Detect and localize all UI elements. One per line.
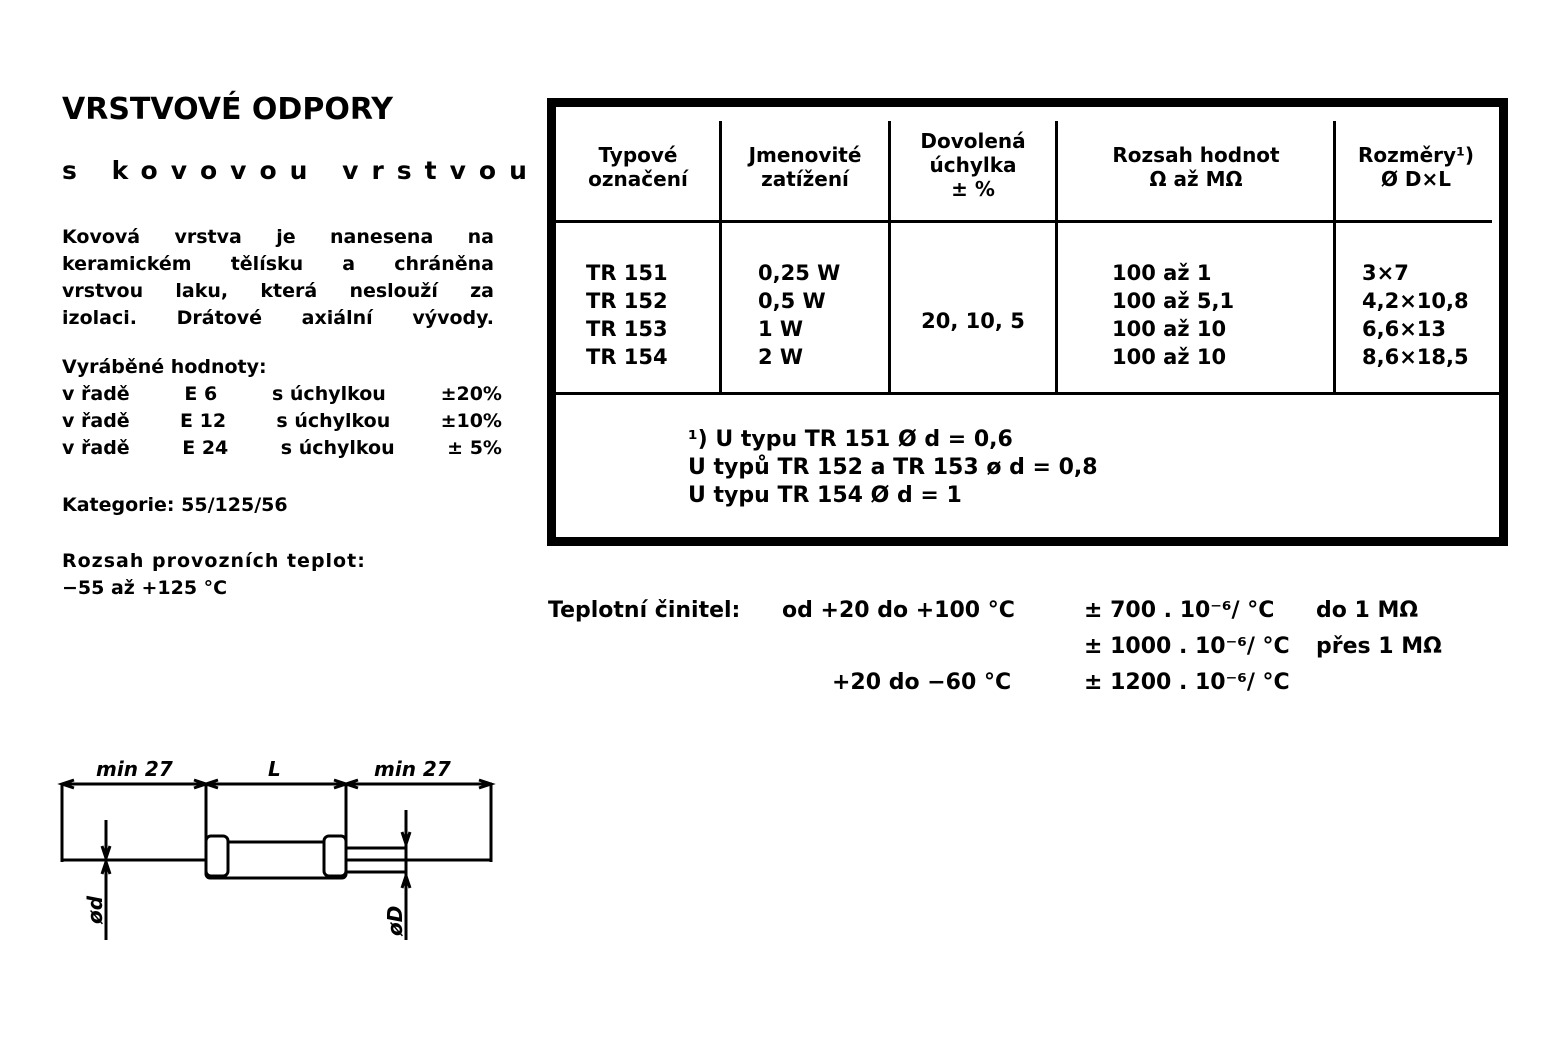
table-cell: 3×7 (1362, 261, 1409, 285)
column-divider (1055, 121, 1058, 393)
series-name: E 24 (182, 437, 229, 459)
temp-range-label: Rozsah provozních teplot: (62, 550, 366, 572)
description-line: Kovová vrstva je nanesena na (62, 226, 494, 248)
table-cell: 100 až 1 (1112, 261, 1212, 285)
table-cell: 100 až 10 (1112, 345, 1227, 369)
series-tolerance: ±20% (440, 383, 502, 405)
produced-values (62, 354, 502, 462)
series-suffix: s úchylkou (280, 437, 395, 459)
end-cap (324, 836, 346, 876)
description-line: vrstvou laku, která neslouží za (62, 280, 494, 302)
tolerance-cell: 20, 10, 5 (921, 309, 1025, 333)
description-line: izolaci. Drátové axiální vývody. (62, 307, 494, 329)
table-cell: 100 až 10 (1112, 317, 1227, 341)
series-suffix: s úchylkou (276, 410, 391, 432)
table-cell: TR 152 (586, 289, 668, 313)
header-divider (556, 220, 1492, 223)
series-tolerance: ± 5% (447, 437, 502, 459)
series-suffix: s úchylkou (271, 383, 386, 405)
label-body-diameter: øD (383, 905, 407, 936)
label-min-right: min 27 (374, 757, 451, 781)
series-name: E 6 (184, 383, 218, 405)
label-length: L (268, 757, 281, 781)
header-type: Typové označení (588, 143, 688, 191)
footnote-line: ¹) U typu TR 151 Ø d = 0,6 (688, 427, 1013, 452)
temp-range-value: −55 až +125 °C (62, 577, 228, 599)
temp-coef-label: Teplotní činitel: (548, 598, 741, 623)
table-footnotes (688, 426, 1098, 510)
table-cell: 2 W (758, 345, 804, 369)
label-wire-diameter: ød (83, 895, 107, 924)
temp-coef-cond-1: do 1 MΩ (1316, 598, 1419, 623)
series-row (62, 435, 502, 462)
table-cell: 0,5 W (758, 289, 826, 313)
temp-coef-value-1: ± 700 . 10⁻⁶/ °C (1084, 598, 1275, 623)
page-title: VRSTVOVÉ ODPORY (62, 92, 394, 127)
table-cell: 4,2×10,8 (1362, 289, 1469, 313)
table-cell: 100 až 5,1 (1112, 289, 1235, 313)
resistor-drawing (40, 740, 520, 960)
series-row (62, 408, 502, 435)
footnote-divider (556, 392, 1499, 395)
series-name: E 12 (180, 410, 227, 432)
end-cap (206, 836, 228, 876)
temp-coef-value-2: ± 1000 . 10⁻⁶/ °C (1084, 634, 1290, 659)
header-tolerance: Dovolená úchylka ± % (920, 129, 1026, 201)
range-column (1112, 259, 1234, 371)
table-cell: 0,25 W (758, 261, 841, 285)
temp-range (62, 548, 432, 602)
footnote-line: U typu TR 154 Ø d = 1 (688, 483, 962, 508)
column-divider (1333, 121, 1336, 393)
load-column (758, 259, 840, 371)
type-column (586, 259, 668, 371)
temp-coef-value-3: ± 1200 . 10⁻⁶/ °C (1084, 670, 1290, 695)
series-prefix: v řadě (62, 410, 130, 432)
header-range: Rozsah hodnot Ω až MΩ (1112, 143, 1280, 191)
temp-coef-range-1: od +20 do +100 °C (782, 598, 1015, 623)
series-tolerance: ±10% (440, 410, 502, 432)
values-heading: Vyráběné hodnoty: (62, 356, 267, 378)
page-subtitle: s kovovou vrstvou (62, 156, 540, 185)
label-min-left: min 27 (96, 757, 173, 781)
header-load: Jmenovité zatížení (748, 143, 862, 191)
temp-coef-cond-2: přes 1 MΩ (1316, 634, 1442, 659)
temp-coef-range-3: +20 do −60 °C (832, 670, 1012, 695)
series-prefix: v řadě (62, 437, 130, 459)
table-cell: TR 151 (586, 261, 668, 285)
table-cell: TR 153 (586, 317, 668, 341)
footnote-line: U typů TR 152 a TR 153 ø d = 0,8 (688, 455, 1098, 480)
table-cell: 6,6×13 (1362, 317, 1447, 341)
dimensions-column (1362, 259, 1469, 371)
series-row (62, 381, 502, 408)
header-dimensions: Rozměry¹) Ø D×L (1358, 143, 1474, 191)
table-cell: TR 154 (586, 345, 668, 369)
column-divider (888, 121, 891, 393)
table-cell: 1 W (758, 317, 804, 341)
description-line: keramickém tělísku a chráněna (62, 253, 494, 275)
column-divider (719, 121, 722, 393)
category: Kategorie: 55/125/56 (62, 494, 288, 516)
series-prefix: v řadě (62, 383, 130, 405)
description (62, 224, 494, 332)
table-cell: 8,6×18,5 (1362, 345, 1469, 369)
